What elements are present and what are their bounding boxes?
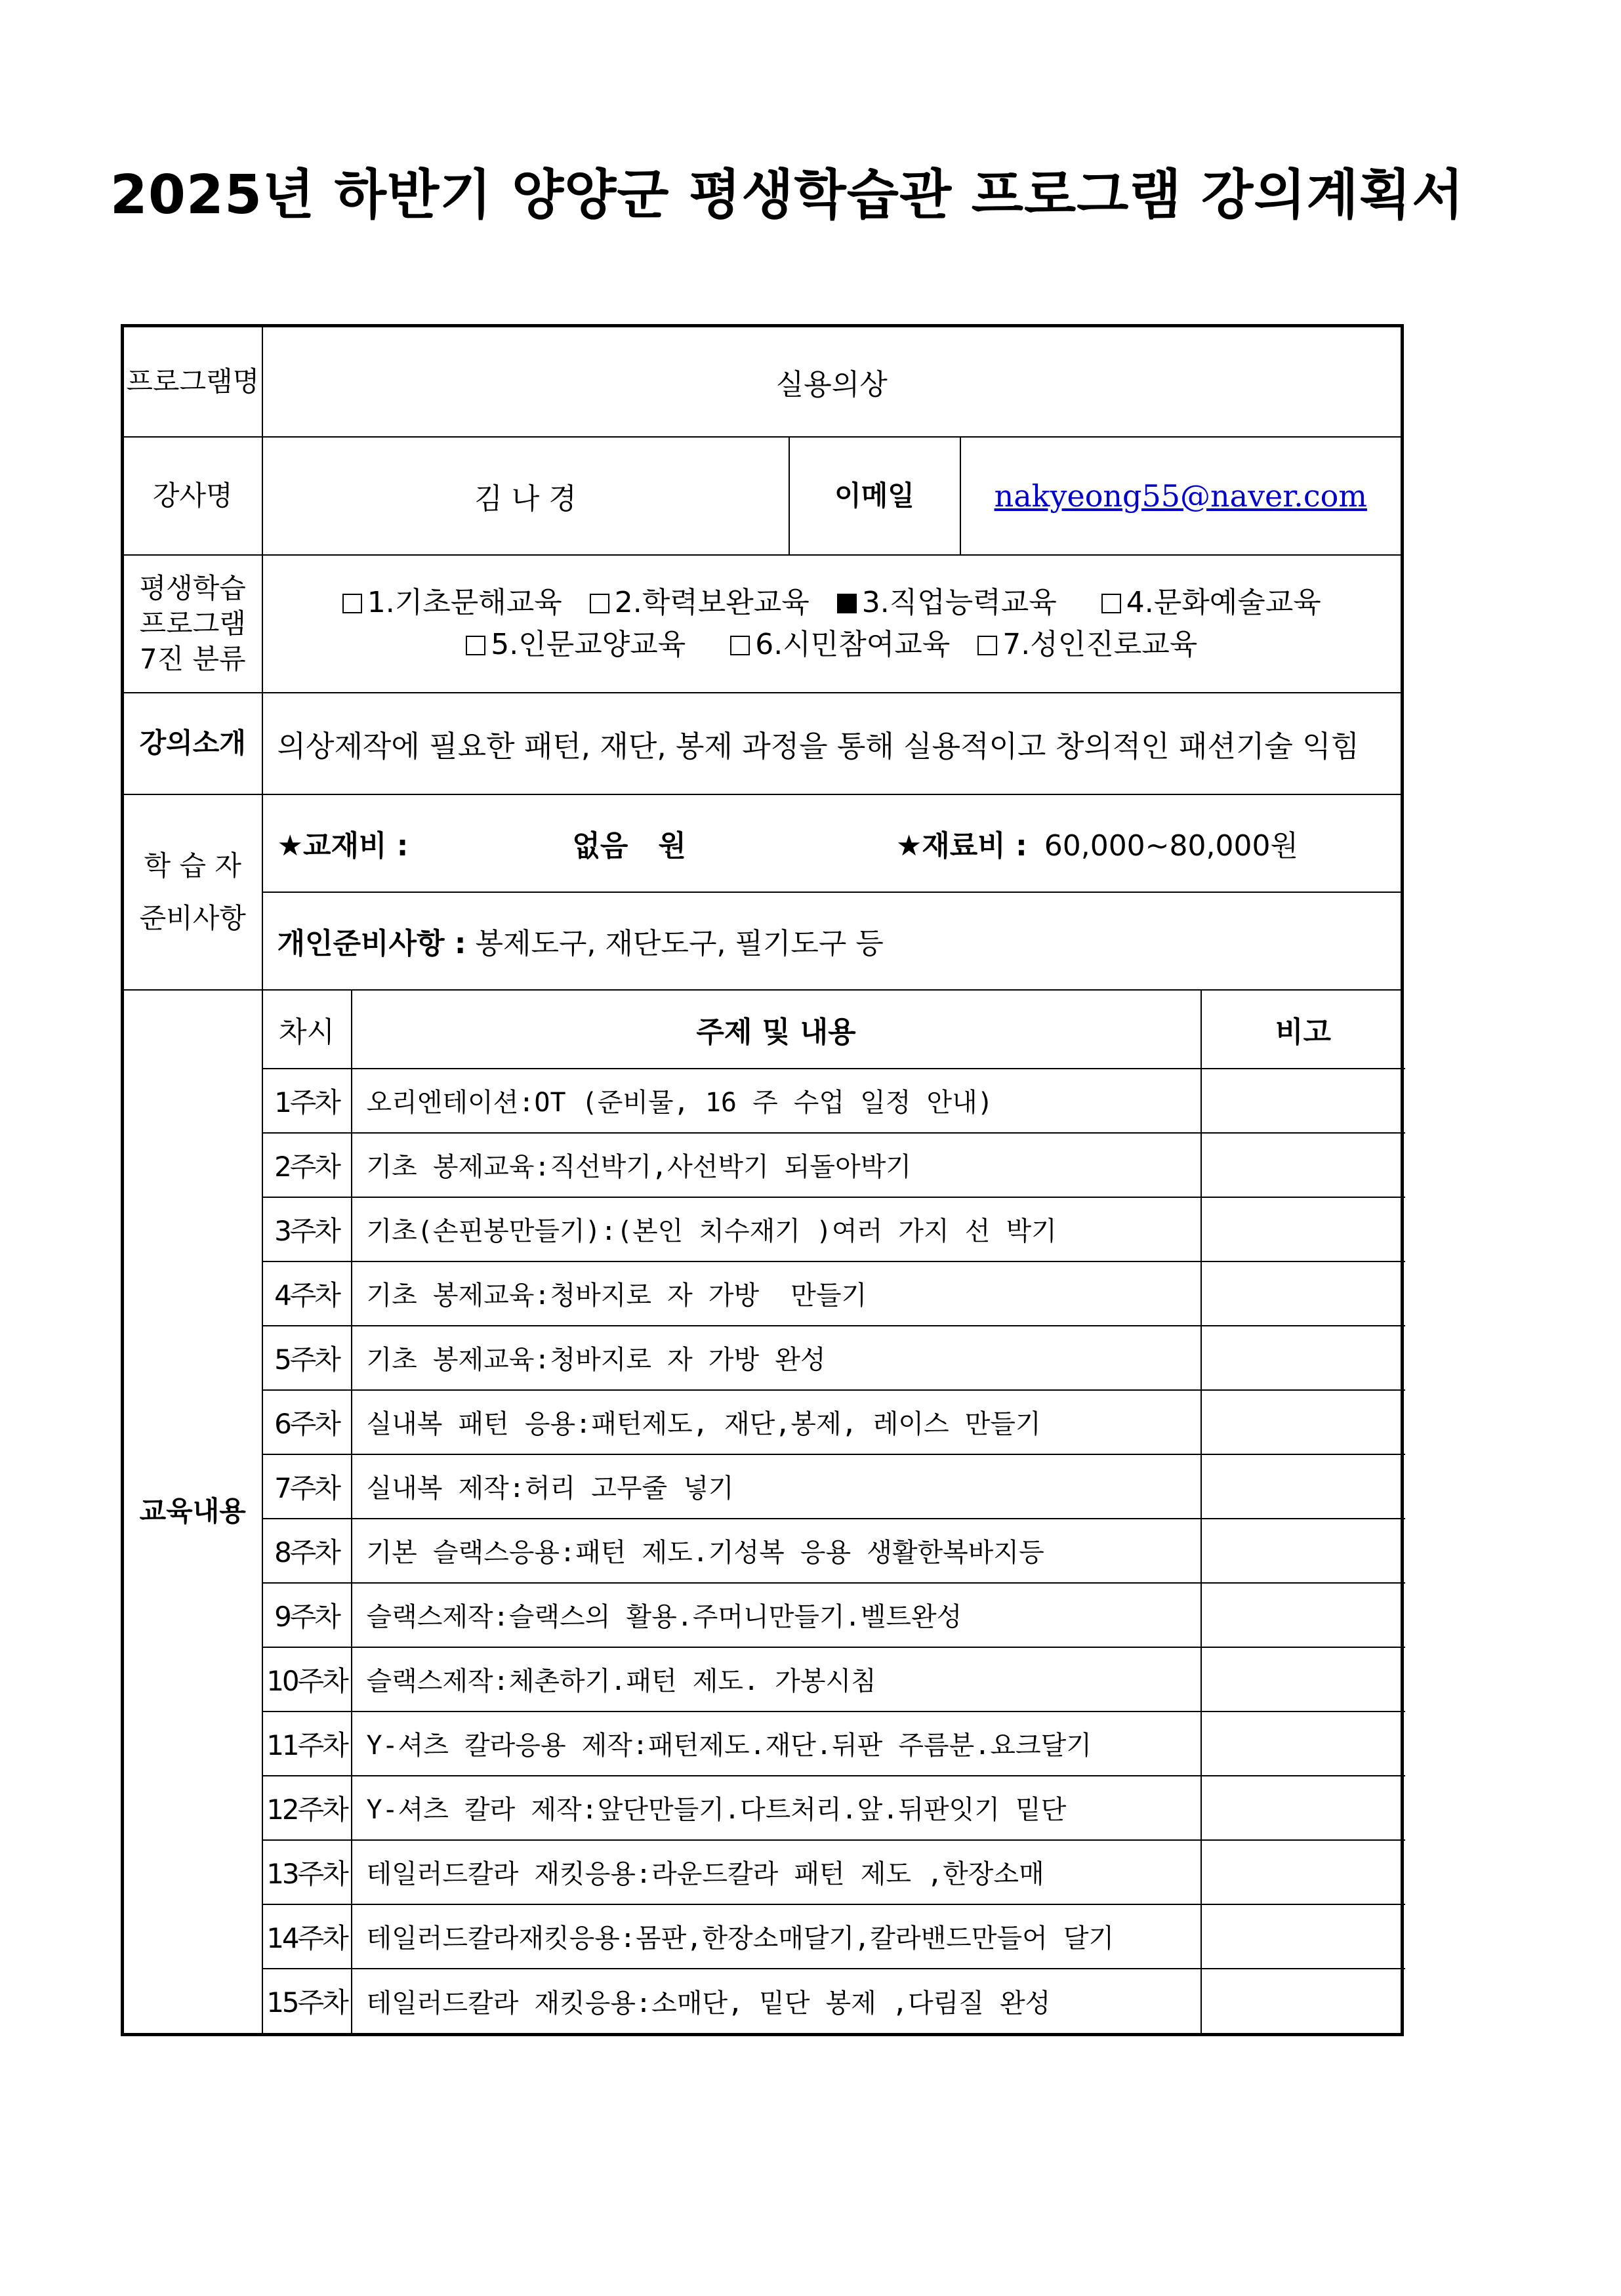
note-cell[interactable] [1201,1326,1405,1390]
topic-cell: 기초 봉제교육:청바지로 자 가방 만들기 [352,1261,1201,1326]
instructor-label: 강사명 [123,437,262,555]
checkbox-icon[interactable] [977,636,997,655]
program-name-value: 실용의상 [262,326,1403,437]
category-option-label: 5.인문교양교육 [491,627,686,661]
instructor-name: 김 나 경 [262,437,789,555]
category-option-label: 2.학력보완교육 [614,585,810,619]
week-cell: 13주차 [263,1840,352,1904]
category-option[interactable] [730,628,950,661]
lecture-plan-table [121,324,1404,2036]
note-cell[interactable] [1201,1647,1405,1712]
category-option-label: 1.기초문해교육 [367,585,562,619]
table-row [263,1261,1405,1326]
checkbox-icon[interactable] [466,636,485,655]
note-cell[interactable] [1201,1454,1405,1519]
week-cell: 3주차 [263,1197,352,1261]
session-header: 차시 [263,991,352,1069]
topic-cell: 기초(손핀봉만들기):(본인 치수재기 )여러 가지 선 박기 [352,1197,1201,1261]
topic-cell: Y-셔츠 칼라 제작:앞단만들기.다트처리.앞.뒤판잇기 밑단 [352,1776,1201,1840]
checkbox-icon[interactable] [590,594,609,613]
prep-label [123,794,262,990]
table-row [263,1969,1405,2033]
topic-cell: 테일러드칼라재킷응용:몸판,한장소매달기,칼라밴드만들어 달기 [352,1904,1201,1969]
prep-label-line: 준비사항 [139,901,246,934]
note-cell[interactable] [1201,1583,1405,1647]
category-label-line: 프로그램 [139,607,246,640]
week-cell: 12주차 [263,1776,352,1840]
category-option[interactable] [977,628,1197,661]
week-cell: 1주차 [263,1069,352,1133]
topic-cell: 기초 봉제교육:청바지로 자 가방 완성 [352,1326,1201,1390]
week-cell: 11주차 [263,1712,352,1776]
topic-cell: 테일러드칼라 재킷응용:라운드칼라 패턴 제도 ,한장소매 [352,1840,1201,1904]
email-label: 이메일 [789,437,960,555]
curriculum-cell [262,990,1403,2035]
note-cell[interactable] [1201,1069,1405,1133]
note-cell[interactable] [1201,1712,1405,1776]
category-label-line: 평생학습 [139,571,246,604]
note-cell[interactable] [1201,1133,1405,1197]
email-link[interactable]: nakyeong55@naver.com [994,478,1367,514]
note-header: 비고 [1201,991,1405,1069]
textbook-cost-label: ★교재비 : [277,829,409,863]
checkbox-icon[interactable] [342,594,362,613]
material-cost-label: ★재료비 : [895,829,1027,863]
cost-row [262,794,1403,892]
week-cell: 6주차 [263,1390,352,1454]
week-cell: 5주차 [263,1326,352,1390]
topic-cell: 기본 슬랙스응용:패턴 제도.기성복 응용 생활한복바지등 [352,1519,1201,1583]
topic-cell: 오리엔테이션:OT (준비물, 16 주 수업 일정 안내) [352,1069,1201,1133]
topic-cell: 실내복 제작:허리 고무줄 넣기 [352,1454,1201,1519]
personal-prep-label: 개인준비사항 : [277,927,466,960]
table-row [263,1712,1405,1776]
week-cell: 8주차 [263,1519,352,1583]
note-cell[interactable] [1201,1519,1405,1583]
table-row [263,1647,1405,1712]
personal-prep-row [262,892,1403,990]
category-options [262,555,1403,693]
table-row [263,1454,1405,1519]
note-cell[interactable] [1201,1969,1405,2033]
table-row [263,1904,1405,1969]
category-option[interactable] [590,586,810,619]
note-cell[interactable] [1201,1904,1405,1969]
topic-cell: 기초 봉제교육:직선박기,사선박기 되돌아박기 [352,1133,1201,1197]
topic-cell: 테일러드칼라 재킷응용:소매단, 밑단 봉제 ,다림질 완성 [352,1969,1201,2033]
category-label-line: 7진 분류 [139,642,246,675]
checkbox-checked-icon[interactable] [837,594,857,613]
category-option-label: 6.시민참여교육 [755,627,951,661]
category-option-label: 7.성인진로교육 [1002,627,1198,661]
curriculum-label: 교육내용 [123,990,262,2035]
checkbox-icon[interactable] [1101,594,1121,613]
textbook-cost-value: 없음 원 [572,829,686,863]
category-option[interactable] [1101,586,1321,619]
week-cell: 9주차 [263,1583,352,1647]
note-cell[interactable] [1201,1390,1405,1454]
week-cell: 2주차 [263,1133,352,1197]
week-cell: 14주차 [263,1904,352,1969]
page-title: 2025년 하반기 양양군 평생학습관 프로그램 강의계획서 [110,164,1465,226]
prep-label-line: 학 습 자 [144,849,241,882]
topic-cell: 슬랙스제작:체촌하기.패턴 제도. 가봉시침 [352,1647,1201,1712]
table-row [263,1133,1405,1197]
category-option-label: 3.직업능력교육 [861,585,1057,619]
week-cell: 15주차 [263,1969,352,2033]
personal-prep-value: 봉제도구, 재단도구, 필기도구 등 [475,927,884,960]
table-row [263,1069,1405,1133]
note-cell[interactable] [1201,1197,1405,1261]
table-row [263,1197,1405,1261]
note-cell[interactable] [1201,1776,1405,1840]
table-row [263,1390,1405,1454]
table-row [263,1519,1405,1583]
category-option[interactable] [466,628,686,661]
intro-value: 의상제작에 필요한 패턴, 재단, 봉제 과정을 통해 실용적이고 창의적인 패션기술 익힘 [262,693,1403,794]
curriculum-table [263,991,1405,2033]
week-cell: 10주차 [263,1647,352,1712]
topic-cell: 슬랙스제작:슬랙스의 활용.주머니만들기.벨트완성 [352,1583,1201,1647]
note-cell[interactable] [1201,1840,1405,1904]
intro-label: 강의소개 [123,693,262,794]
table-row [263,1326,1405,1390]
category-option-label: 4.문화예술교육 [1126,585,1321,619]
material-cost-value: 60,000~80,000원 [1044,829,1299,863]
category-label [123,555,262,693]
category-option[interactable] [342,586,562,619]
week-cell: 7주차 [263,1454,352,1519]
table-row [263,1840,1405,1904]
category-option[interactable] [837,586,1057,619]
week-cell: 4주차 [263,1261,352,1326]
program-name-label: 프로그램명 [123,326,262,437]
topic-cell: 실내복 패턴 응용:패턴제도, 재단,봉제, 레이스 만들기 [352,1390,1201,1454]
note-cell[interactable] [1201,1261,1405,1326]
table-row [263,1776,1405,1840]
topic-header: 주제 및 내용 [352,991,1201,1069]
topic-cell: Y-셔츠 칼라응용 제작:패턴제도.재단.뒤판 주름분.요크달기 [352,1712,1201,1776]
table-row [263,1583,1405,1647]
checkbox-icon[interactable] [730,636,750,655]
